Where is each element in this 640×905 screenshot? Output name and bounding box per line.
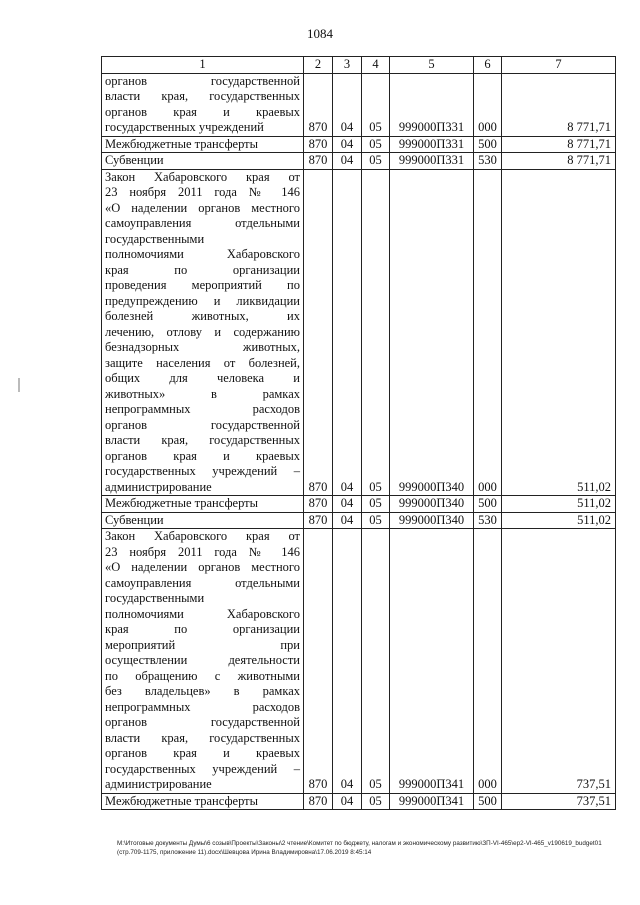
row-name-line: «О наделении органов местного: [105, 560, 300, 574]
budget-table: [101, 56, 616, 810]
row-name-line: государственными: [105, 591, 205, 605]
amount-cell: 8 771,71: [502, 153, 616, 170]
row-name-line: органов края и краевых: [105, 746, 300, 760]
amount-cell: 737,51: [502, 793, 616, 810]
target-item-cell: 999000П341: [390, 529, 474, 794]
row-name-line: «О наделении органов местного: [105, 200, 300, 215]
row-name-line: Субвенции: [105, 512, 164, 527]
row-name-line: 23 ноября 2011 года № 146: [105, 185, 300, 199]
expense-type-cell: 530: [474, 512, 502, 529]
table-row: [102, 496, 616, 513]
section-code-cell: 04: [333, 512, 362, 529]
target-item-cell: 999000П340: [390, 496, 474, 513]
row-name-line: органов государственной: [105, 73, 300, 88]
expense-type-cell: 000: [474, 73, 502, 136]
column-header: 1: [102, 57, 304, 74]
row-name-line: органов края и краевых: [105, 448, 300, 463]
row-name-line: лечению, отлову и содержанию: [105, 324, 300, 339]
subsection-code-cell: 05: [362, 73, 390, 136]
page-number: 1084: [307, 26, 333, 41]
row-name-line: государственных учреждений: [105, 120, 264, 134]
row-name-line: власти края, государственных: [105, 89, 300, 103]
row-name-line: власти края, государственных: [105, 433, 300, 447]
margin-mark: [18, 378, 20, 392]
row-name-line: государственных учреждений –: [105, 464, 300, 478]
row-name-line: органов края и краевых: [105, 104, 300, 119]
row-name-line: непрограммных расходов: [105, 699, 300, 714]
target-item-cell: 999000П331: [390, 73, 474, 136]
row-name-cell: [102, 529, 304, 794]
target-item-cell: 999000П331: [390, 136, 474, 153]
column-header: 7: [502, 57, 616, 74]
row-name-line: Закон Хабаровского края от: [105, 169, 300, 184]
subsection-code-cell: 05: [362, 512, 390, 529]
row-name-cell: [102, 496, 304, 513]
ministry-code-cell: 870: [304, 136, 333, 153]
row-name-line: полномочиями Хабаровского: [105, 606, 300, 621]
subsection-code-cell: 05: [362, 169, 390, 496]
subsection-code-cell: 05: [362, 153, 390, 170]
row-name-line: администрирование: [105, 479, 212, 494]
target-item-cell: 999000П341: [390, 793, 474, 810]
amount-cell: 511,02: [502, 496, 616, 513]
row-name-line: мероприятий при: [105, 637, 300, 652]
row-name-line: общих для человека и: [105, 371, 300, 385]
row-name-line: власти края, государственных: [105, 730, 300, 745]
table-row: [102, 136, 616, 153]
expense-type-cell: 000: [474, 529, 502, 794]
target-item-cell: 999000П340: [390, 169, 474, 496]
column-header: 4: [362, 57, 390, 74]
section-code-cell: 04: [333, 136, 362, 153]
row-name-cell: [102, 73, 304, 136]
row-name-line: Межбюджетные трансферты: [105, 793, 259, 808]
ministry-code-cell: 870: [304, 529, 333, 794]
target-item-cell: 999000П331: [390, 153, 474, 170]
section-code-cell: 04: [333, 529, 362, 794]
row-name-line: Субвенции: [105, 153, 164, 167]
row-name-line: Закон Хабаровского края от: [105, 529, 300, 543]
row-name-line: органов государственной: [105, 417, 300, 432]
subsection-code-cell: 05: [362, 496, 390, 513]
file-path-footer: M:\Итоговые документы Думы\6 созыв\Проекты\Законы\2 чтение\Комитет по бюджету, налогам и экономическому развитию\ЗП-VI-465\ер2-VI-465_v190619_budget01 (стр.709-1175, приложение 11).docx\Шевцова Ирина Владимировна\17.06.2019 8:45:14: [117, 840, 602, 856]
section-code-cell: 04: [333, 169, 362, 496]
row-name-line: по обращению с животными: [105, 668, 300, 683]
column-header: 2: [304, 57, 333, 74]
row-name-cell: [102, 512, 304, 529]
row-name-line: осуществлении деятельности: [105, 653, 300, 667]
subsection-code-cell: 05: [362, 793, 390, 810]
table-row: [102, 529, 616, 794]
subsection-code-cell: 05: [362, 136, 390, 153]
amount-cell: 8 771,71: [502, 73, 616, 136]
expense-type-cell: 530: [474, 153, 502, 170]
table-body: [102, 73, 616, 810]
row-name-line: государственных учреждений –: [105, 761, 300, 776]
column-header: 5: [390, 57, 474, 74]
subsection-code-cell: 05: [362, 529, 390, 794]
row-name-cell: [102, 793, 304, 810]
column-header: 6: [474, 57, 502, 74]
amount-cell: 8 771,71: [502, 136, 616, 153]
row-name-line: администрирование: [105, 777, 212, 791]
table-row: [102, 512, 616, 529]
row-name-line: полномочиями Хабаровского: [105, 247, 300, 261]
row-name-line: Межбюджетные трансферты: [105, 496, 259, 510]
section-code-cell: 04: [333, 496, 362, 513]
row-name-line: органов государственной: [105, 715, 300, 729]
table-row: [102, 793, 616, 810]
amount-cell: 737,51: [502, 529, 616, 794]
expense-type-cell: 500: [474, 136, 502, 153]
row-name-line: защите населения от болезней,: [105, 355, 300, 370]
row-name-line: государственными: [105, 231, 205, 246]
row-name-line: самоуправления отдельными: [105, 575, 300, 590]
row-name-cell: [102, 136, 304, 153]
row-name-line: 23 ноября 2011 года № 146: [105, 544, 300, 559]
expense-type-cell: 500: [474, 793, 502, 810]
row-name-line: болезней животных, их: [105, 309, 300, 323]
row-name-line: проведения мероприятий по: [105, 278, 300, 292]
ministry-code-cell: 870: [304, 512, 333, 529]
ministry-code-cell: 870: [304, 169, 333, 496]
ministry-code-cell: 870: [304, 793, 333, 810]
section-code-cell: 04: [333, 153, 362, 170]
row-name-cell: [102, 153, 304, 170]
table-row: [102, 169, 616, 496]
row-name-line: Межбюджетные трансферты: [105, 136, 259, 151]
expense-type-cell: 500: [474, 496, 502, 513]
column-header: 3: [333, 57, 362, 74]
table-row: [102, 73, 616, 136]
amount-cell: 511,02: [502, 169, 616, 496]
section-code-cell: 04: [333, 73, 362, 136]
row-name-line: непрограммных расходов: [105, 402, 300, 416]
ministry-code-cell: 870: [304, 496, 333, 513]
table-row: [102, 153, 616, 170]
section-code-cell: 04: [333, 793, 362, 810]
row-name-line: края по организации: [105, 622, 300, 636]
table-header-row: [102, 57, 616, 74]
row-name-line: самоуправления отдельными: [105, 216, 300, 230]
row-name-line: животных» в рамках: [105, 386, 300, 401]
row-name-line: предупреждению и ликвидации: [105, 293, 300, 308]
row-name-line: без владельцев» в рамках: [105, 684, 300, 698]
target-item-cell: 999000П340: [390, 512, 474, 529]
row-name-cell: [102, 169, 304, 496]
amount-cell: 511,02: [502, 512, 616, 529]
row-name-line: края по организации: [105, 262, 300, 277]
ministry-code-cell: 870: [304, 153, 333, 170]
expense-type-cell: 000: [474, 169, 502, 496]
ministry-code-cell: 870: [304, 73, 333, 136]
row-name-line: безнадзорных животных,: [105, 340, 300, 354]
